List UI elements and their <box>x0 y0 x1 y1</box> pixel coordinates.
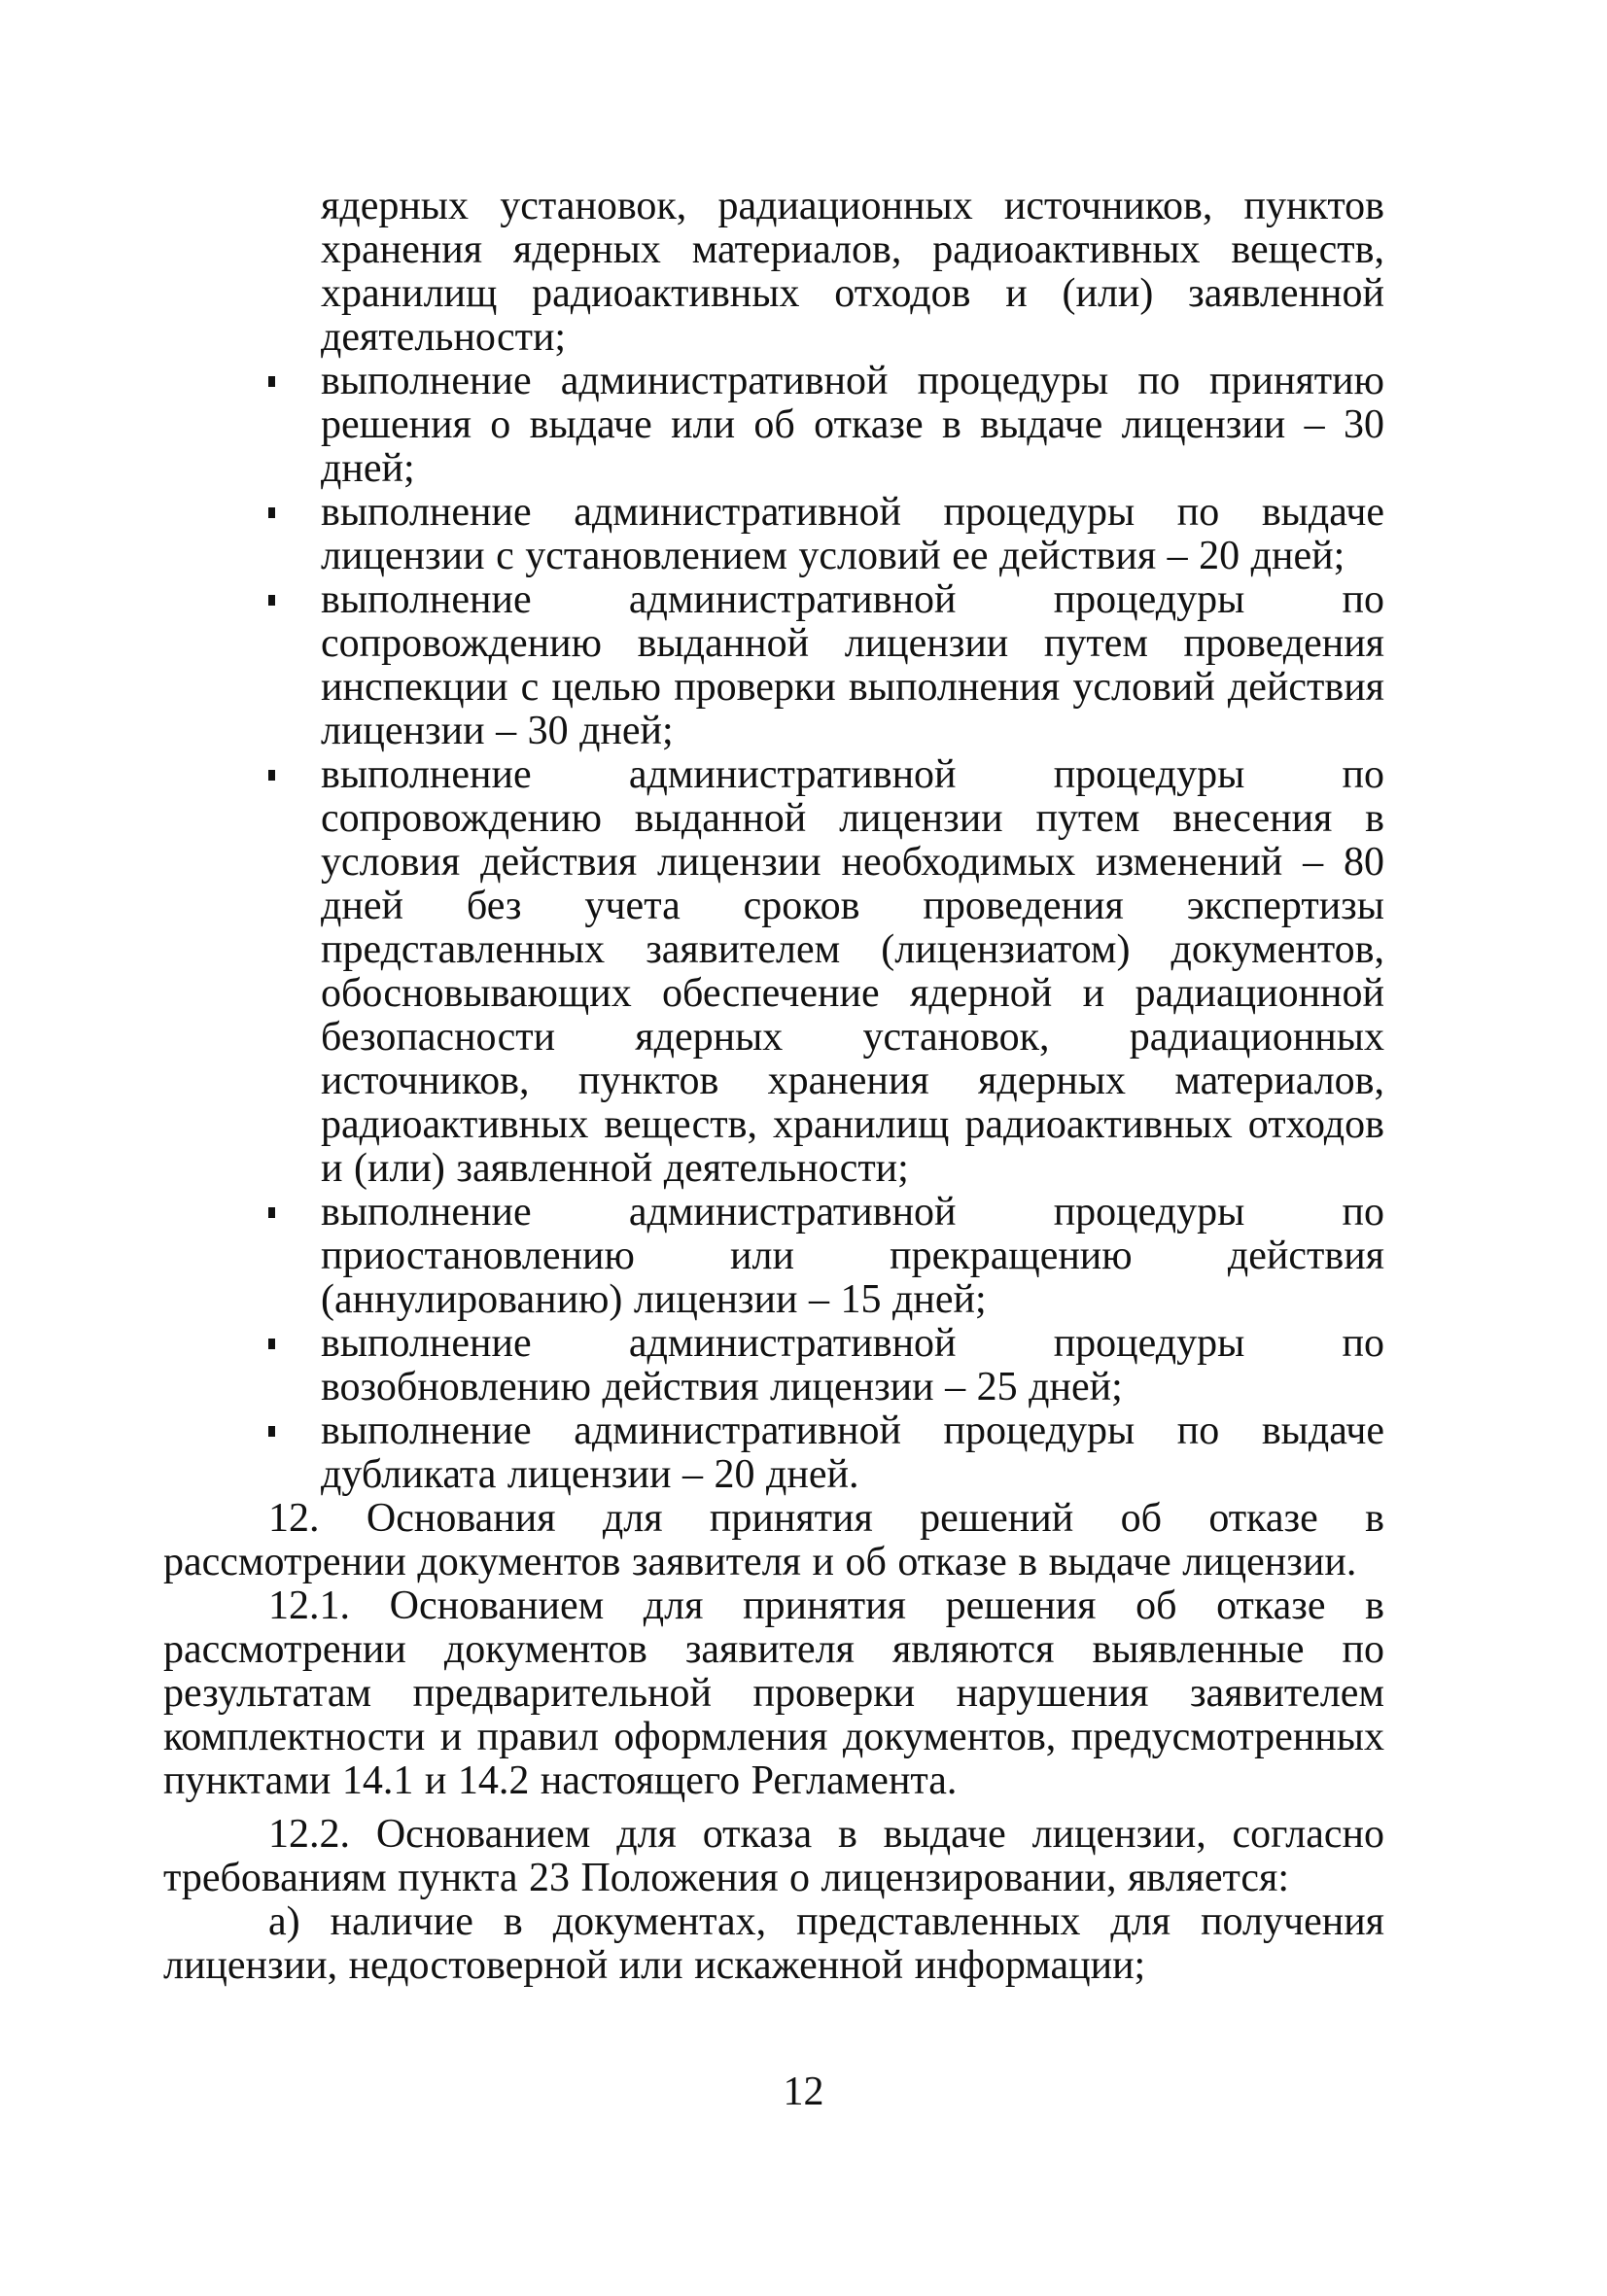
bullet-square-icon <box>268 507 275 518</box>
bullet-text: выполнение административной процедуры по возобновлению действия лицензии – 25 дней; <box>321 1321 1384 1409</box>
bullet-square-icon <box>268 1207 275 1218</box>
bullet-square-icon <box>268 1339 275 1349</box>
bullet-item <box>163 1322 1384 1409</box>
bullet-square-icon <box>268 1426 275 1437</box>
item-a-paragraph: а) наличие в документах, представленных для получения лицензии, недостоверной или искаженной информации; <box>163 1899 1384 1988</box>
deadline-bullet-list <box>163 360 1384 1497</box>
bullet-square-icon <box>268 595 275 606</box>
section-12-2-paragraph: 12.2. Основанием для отказа в выдаче лицензии, согласно требованиям пункта 23 Положения о лицензировании, является: <box>163 1812 1384 1900</box>
bullet-item <box>163 753 1384 1191</box>
bullet-square-icon <box>268 770 275 781</box>
section-12-1-paragraph: 12.1. Основанием для принятия решения об отказе в рассмотрении документов заявителя являются выявленные по результатам предварительной проверки нарушения заявителем комплектности и правил оформления документов, предусмотренных пунктами 14.1 и 14.2 настоящего Регламента. <box>163 1583 1384 1803</box>
bullet-item <box>163 1409 1384 1497</box>
section-12-heading: 12. Основания для принятия решений об отказе в рассмотрении документов заявителя и об отказе в выдаче лицензии. <box>163 1496 1384 1584</box>
bullet-item <box>163 578 1384 753</box>
bullet-text: выполнение административной процедуры по выдаче дубликата лицензии – 20 дней. <box>321 1409 1384 1497</box>
bullet-text: выполнение административной процедуры по сопровождению выданной лицензии путем проведения инспекции с целью проверки выполнения условий действия лицензии – 30 дней; <box>321 577 1384 753</box>
document-body <box>163 185 1384 1988</box>
bullet-item <box>163 360 1384 491</box>
continuation-paragraph: ядерных установок, радиационных источников, пунктов хранения ядерных материалов, радиоактивных веществ, хранилищ радиоактивных отходов и (или) заявленной деятельности; <box>321 184 1384 360</box>
bullet-text: выполнение административной процедуры по сопровождению выданной лицензии путем внесения в условия действия лицензии необходимых изменений – 80 дней без учета сроков проведения экспертизы представленных заявителем (лицензиатом) документов, обосновывающих обеспечение ядерной и радиационной безопасности ядерных установок, радиационных источников, пунктов хранения ядерных материалов, радиоактивных веществ, хранилищ радиоактивных отходов и (или) заявленной деятельности; <box>321 752 1384 1191</box>
bullet-item <box>163 491 1384 578</box>
page-number: 12 <box>783 2070 824 2114</box>
bullet-text: выполнение административной процедуры по приостановлению или прекращению действия (аннулированию) лицензии – 15 дней; <box>321 1190 1384 1322</box>
bullet-text: выполнение административной процедуры по выдаче лицензии с установлением условий ее действия – 20 дней; <box>321 490 1384 578</box>
bullet-item <box>163 1191 1384 1322</box>
bullet-square-icon <box>268 376 275 387</box>
bullet-text: выполнение административной процедуры по принятию решения о выдаче или об отказе в выдаче лицензии – 30 дней; <box>321 359 1384 491</box>
